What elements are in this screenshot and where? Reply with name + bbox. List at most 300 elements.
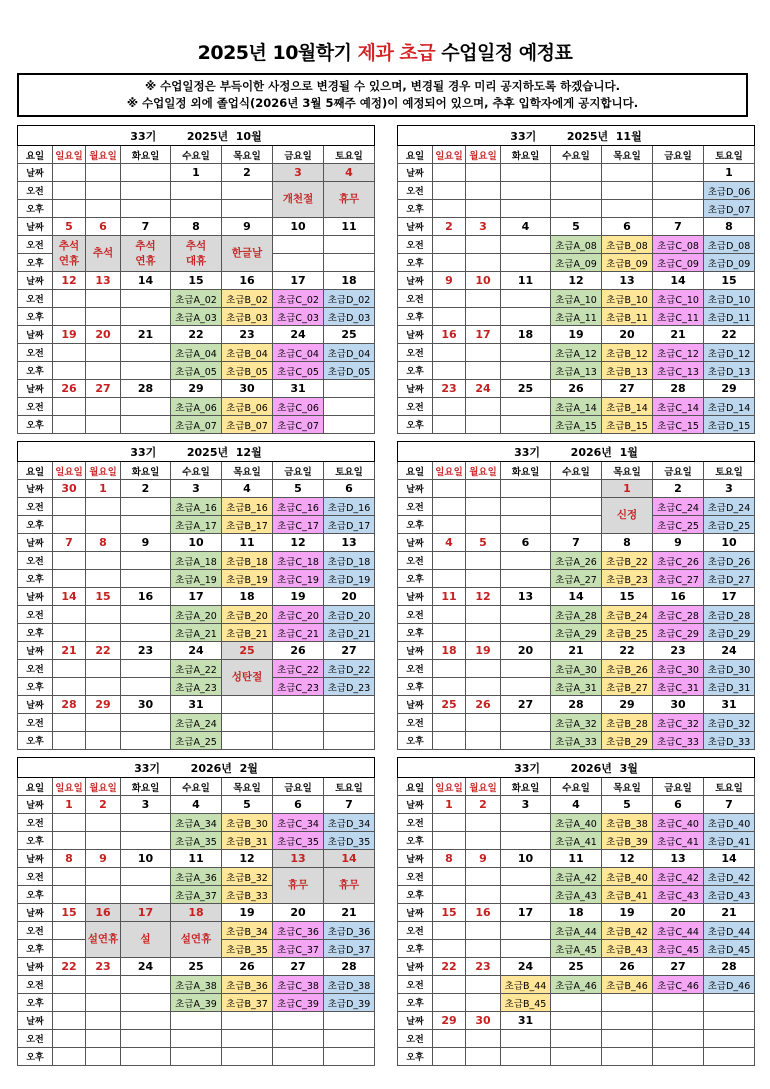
class-session: 초급D_03: [324, 308, 375, 326]
date-cell: 10: [171, 534, 222, 552]
date-cell: 19: [222, 904, 273, 922]
class-session: [466, 516, 501, 534]
date-cell: 13: [273, 850, 324, 868]
class-session: [53, 660, 86, 678]
class-session: 초급B_20: [222, 606, 273, 624]
row-label-pm: 오후: [18, 886, 53, 904]
date-cell: 25: [222, 642, 273, 660]
date-cell: 2: [121, 480, 171, 498]
class-session: [653, 1048, 704, 1066]
class-session: 초급A_40: [551, 814, 602, 832]
date-cell: 23: [653, 642, 704, 660]
class-session: [86, 416, 121, 434]
class-session: [466, 678, 501, 696]
weekday-header: 일요일: [433, 146, 466, 164]
class-session: 초급A_26: [551, 552, 602, 570]
class-session: [222, 1048, 273, 1066]
class-session: 초급D_18: [324, 552, 375, 570]
row-label-date: 날짜: [18, 696, 53, 714]
row-label-date: 날짜: [398, 534, 433, 552]
weekday-header: 요일: [398, 146, 433, 164]
class-session: [121, 886, 171, 904]
class-session: 초급D_04: [324, 344, 375, 362]
class-session: [466, 714, 501, 732]
date-cell: [551, 164, 602, 182]
row-label-am: 오전: [398, 814, 433, 832]
date-cell: 18: [433, 642, 466, 660]
row-label-am: 오전: [18, 498, 53, 516]
class-session: [501, 498, 551, 516]
row-label-pm: 오후: [18, 832, 53, 850]
row-label-pm: 오후: [398, 832, 433, 850]
class-session: 초급A_25: [171, 732, 222, 750]
class-session: [501, 552, 551, 570]
class-session: [501, 308, 551, 326]
date-cell: [466, 164, 501, 182]
class-session: 초급D_39: [324, 994, 375, 1012]
weekday-header: 화요일: [501, 146, 551, 164]
date-cell: 7: [653, 218, 704, 236]
class-session: [551, 1030, 602, 1048]
date-cell: 7: [551, 534, 602, 552]
class-session: 초급A_35: [171, 832, 222, 850]
class-session: [222, 732, 273, 750]
date-cell: 24: [466, 380, 501, 398]
class-session: 초급D_38: [324, 976, 375, 994]
class-session: 초급A_34: [171, 814, 222, 832]
weekday-header: 일요일: [53, 462, 86, 480]
weekday-header: 월요일: [86, 146, 121, 164]
date-cell: [501, 480, 551, 498]
row-label-date: 날짜: [398, 164, 433, 182]
class-session: 초급A_17: [171, 516, 222, 534]
row-label-pm: 오후: [398, 416, 433, 434]
class-session: [466, 552, 501, 570]
class-session: [466, 200, 501, 218]
class-session: [121, 714, 171, 732]
date-cell: 5: [222, 796, 273, 814]
date-cell: 11: [324, 218, 375, 236]
class-session: 초급C_43: [653, 886, 704, 904]
date-cell: 26: [273, 642, 324, 660]
row-label-pm: 오후: [18, 516, 53, 534]
class-session: [121, 814, 171, 832]
class-session: 초급B_19: [222, 570, 273, 588]
row-label-date: 날짜: [398, 958, 433, 976]
row-label-date: 날짜: [18, 218, 53, 236]
weekday-header: 금요일: [653, 778, 704, 796]
row-label-am: 오전: [18, 398, 53, 416]
weekday-header: 수요일: [551, 778, 602, 796]
class-session: [86, 868, 121, 886]
class-session: [273, 1048, 324, 1066]
date-cell: 4: [551, 796, 602, 814]
class-session: [53, 886, 86, 904]
class-session: [501, 940, 551, 958]
row-label-am: 오전: [398, 552, 433, 570]
date-cell: 30: [653, 696, 704, 714]
date-cell: 12: [551, 272, 602, 290]
class-session: [466, 832, 501, 850]
row-label-am: 오전: [398, 976, 433, 994]
row-label-date: 날짜: [398, 326, 433, 344]
row-label-pm: 오후: [398, 308, 433, 326]
date-cell: 29: [602, 696, 653, 714]
class-session: [466, 814, 501, 832]
date-cell: 15: [53, 904, 86, 922]
row-label-am: 오전: [18, 1030, 53, 1048]
class-session: [121, 832, 171, 850]
class-session: 초급C_27: [653, 570, 704, 588]
class-session: 초급D_20: [324, 606, 375, 624]
class-session: [53, 606, 86, 624]
weekday-header: 금요일: [273, 146, 324, 164]
class-session: [602, 182, 653, 200]
class-session: 초급D_16: [324, 498, 375, 516]
class-session: 초급C_15: [653, 416, 704, 434]
date-cell: 1: [704, 164, 755, 182]
class-session: [324, 254, 375, 272]
class-session: [466, 308, 501, 326]
holiday-cell: 성탄절: [222, 660, 273, 696]
holiday-cell: 설연휴: [86, 922, 121, 958]
month-header: 33기 2026년 2월: [18, 758, 375, 778]
class-session: [466, 624, 501, 642]
class-session: 초급C_02: [273, 290, 324, 308]
date-cell: 16: [433, 326, 466, 344]
date-cell: 23: [222, 326, 273, 344]
class-session: [466, 398, 501, 416]
class-session: 초급A_38: [171, 976, 222, 994]
class-session: [86, 660, 121, 678]
weekday-header: 목요일: [602, 778, 653, 796]
class-session: [121, 398, 171, 416]
class-session: 초급D_46: [704, 976, 755, 994]
class-session: [121, 624, 171, 642]
date-cell: 19: [466, 642, 501, 660]
class-session: [433, 994, 466, 1012]
class-session: [53, 678, 86, 696]
row-label-pm: 오후: [18, 362, 53, 380]
date-cell: [222, 1012, 273, 1030]
date-cell: 14: [551, 588, 602, 606]
date-cell: 19: [551, 326, 602, 344]
class-session: [433, 236, 466, 254]
date-cell: 31: [704, 696, 755, 714]
row-label-pm: 오후: [398, 1048, 433, 1066]
class-session: 초급C_16: [273, 498, 324, 516]
class-session: [466, 290, 501, 308]
class-session: 초급D_15: [704, 416, 755, 434]
date-cell: 24: [704, 642, 755, 660]
date-cell: 17: [704, 588, 755, 606]
class-session: [86, 732, 121, 750]
date-cell: 25: [171, 958, 222, 976]
row-label-pm: 오후: [398, 362, 433, 380]
class-session: [86, 398, 121, 416]
class-session: 초급A_12: [551, 344, 602, 362]
date-cell: 3: [704, 480, 755, 498]
class-session: 초급A_32: [551, 714, 602, 732]
class-session: [53, 714, 86, 732]
class-session: [466, 868, 501, 886]
row-label-am: 오전: [398, 398, 433, 416]
class-session: [466, 1030, 501, 1048]
date-cell: 22: [704, 326, 755, 344]
date-cell: 24: [121, 958, 171, 976]
class-session: [86, 606, 121, 624]
class-session: [466, 732, 501, 750]
date-cell: [501, 164, 551, 182]
class-session: [86, 200, 121, 218]
date-cell: 15: [86, 588, 121, 606]
date-cell: 19: [602, 904, 653, 922]
date-cell: 11: [551, 850, 602, 868]
class-session: [433, 290, 466, 308]
class-session: 초급B_44: [501, 976, 551, 994]
date-cell: 17: [501, 904, 551, 922]
date-cell: [433, 164, 466, 182]
class-session: 초급C_19: [273, 570, 324, 588]
class-session: [501, 868, 551, 886]
class-session: 초급A_37: [171, 886, 222, 904]
date-cell: 12: [222, 850, 273, 868]
row-label-am: 오전: [398, 344, 433, 362]
row-label-date: 날짜: [18, 380, 53, 398]
row-label-am: 오전: [398, 1030, 433, 1048]
class-session: 초급A_02: [171, 290, 222, 308]
class-session: [53, 922, 86, 940]
class-session: [171, 1048, 222, 1066]
class-session: [53, 624, 86, 642]
class-session: [222, 1030, 273, 1048]
date-cell: [433, 480, 466, 498]
class-session: [466, 344, 501, 362]
class-session: [53, 1030, 86, 1048]
row-label-am: 오전: [18, 868, 53, 886]
class-session: [501, 732, 551, 750]
date-cell: 28: [653, 380, 704, 398]
class-session: [121, 344, 171, 362]
month-calendar-3: [397, 441, 755, 750]
class-session: [433, 254, 466, 272]
date-cell: 10: [501, 850, 551, 868]
date-cell: 9: [222, 218, 273, 236]
class-session: [86, 308, 121, 326]
class-session: [501, 606, 551, 624]
class-session: 초급C_40: [653, 814, 704, 832]
date-cell: 21: [551, 642, 602, 660]
month-calendar-2: [17, 441, 375, 750]
date-cell: 12: [466, 588, 501, 606]
row-label-date: 날짜: [398, 696, 433, 714]
row-label-pm: 오후: [398, 732, 433, 750]
date-cell: 28: [53, 696, 86, 714]
row-label-date: 날짜: [18, 534, 53, 552]
date-cell: [324, 696, 375, 714]
class-session: [551, 182, 602, 200]
class-session: [121, 498, 171, 516]
date-cell: 6: [273, 796, 324, 814]
date-cell: 16: [121, 588, 171, 606]
date-cell: 6: [86, 218, 121, 236]
class-session: [602, 994, 653, 1012]
class-session: [121, 606, 171, 624]
class-session: 초급C_46: [653, 976, 704, 994]
date-cell: 18: [324, 272, 375, 290]
class-session: 초급D_29: [704, 624, 755, 642]
date-cell: 7: [53, 534, 86, 552]
row-label-date: 날짜: [18, 164, 53, 182]
class-session: 초급C_11: [653, 308, 704, 326]
class-session: 초급A_15: [551, 416, 602, 434]
weekday-header: 월요일: [466, 462, 501, 480]
date-cell: 11: [433, 588, 466, 606]
date-cell: 7: [324, 796, 375, 814]
class-session: [433, 732, 466, 750]
class-session: [466, 362, 501, 380]
date-cell: 27: [653, 958, 704, 976]
class-session: [324, 398, 375, 416]
class-session: 초급A_19: [171, 570, 222, 588]
date-cell: 17: [121, 904, 171, 922]
class-session: 초급C_14: [653, 398, 704, 416]
class-session: [653, 1030, 704, 1048]
class-session: [86, 994, 121, 1012]
date-cell: 8: [53, 850, 86, 868]
class-session: [501, 1030, 551, 1048]
class-session: [433, 416, 466, 434]
class-session: 초급D_17: [324, 516, 375, 534]
row-label-am: 오전: [18, 552, 53, 570]
class-session: 초급A_13: [551, 362, 602, 380]
row-label-date: 날짜: [398, 850, 433, 868]
class-session: [501, 362, 551, 380]
row-label-am: 오전: [398, 498, 433, 516]
class-session: 초급B_18: [222, 552, 273, 570]
date-cell: 25: [324, 326, 375, 344]
class-session: 초급D_26: [704, 552, 755, 570]
date-cell: 16: [222, 272, 273, 290]
date-cell: 18: [171, 904, 222, 922]
row-label-am: 오전: [18, 922, 53, 940]
class-session: 초급B_05: [222, 362, 273, 380]
date-cell: 25: [433, 696, 466, 714]
date-cell: 20: [324, 588, 375, 606]
class-session: 초급B_46: [602, 976, 653, 994]
class-session: [466, 922, 501, 940]
class-session: [501, 832, 551, 850]
class-session: 초급B_36: [222, 976, 273, 994]
month-header: 33기 2025년 12월: [18, 442, 375, 462]
class-session: [466, 498, 501, 516]
date-cell: [86, 1012, 121, 1030]
class-session: [86, 1048, 121, 1066]
class-session: [433, 362, 466, 380]
class-session: [466, 940, 501, 958]
class-session: 초급B_41: [602, 886, 653, 904]
class-session: 초급A_05: [171, 362, 222, 380]
date-cell: 20: [653, 904, 704, 922]
date-cell: 22: [86, 642, 121, 660]
weekday-header: 목요일: [222, 778, 273, 796]
date-cell: 31: [501, 1012, 551, 1030]
class-session: 초급B_09: [602, 254, 653, 272]
row-label-date: 날짜: [18, 642, 53, 660]
holiday-cell: 한글날: [222, 236, 273, 272]
class-session: 초급C_21: [273, 624, 324, 642]
class-session: 초급B_25: [602, 624, 653, 642]
weekday-header: 토요일: [704, 146, 755, 164]
class-session: 초급A_07: [171, 416, 222, 434]
date-cell: 24: [501, 958, 551, 976]
date-cell: 8: [433, 850, 466, 868]
date-cell: 5: [466, 534, 501, 552]
class-session: [86, 976, 121, 994]
class-session: 초급C_39: [273, 994, 324, 1012]
date-cell: 13: [324, 534, 375, 552]
weekday-header: 금요일: [273, 462, 324, 480]
date-cell: [53, 164, 86, 182]
class-session: [273, 1030, 324, 1048]
class-session: 초급C_45: [653, 940, 704, 958]
class-session: 초급C_07: [273, 416, 324, 434]
row-label-date: 날짜: [398, 796, 433, 814]
class-session: 초급D_35: [324, 832, 375, 850]
class-session: [466, 416, 501, 434]
class-session: [433, 1048, 466, 1066]
row-label-am: 오전: [18, 976, 53, 994]
class-session: [433, 1030, 466, 1048]
class-session: [466, 886, 501, 904]
month-header: 33기 2026년 3월: [398, 758, 755, 778]
class-session: [324, 732, 375, 750]
date-cell: 17: [466, 326, 501, 344]
weekday-header: 일요일: [53, 778, 86, 796]
class-session: [501, 416, 551, 434]
class-session: [466, 570, 501, 588]
date-cell: 27: [86, 380, 121, 398]
class-session: [53, 498, 86, 516]
class-session: 초급C_06: [273, 398, 324, 416]
date-cell: 16: [653, 588, 704, 606]
row-label-am: 오전: [18, 290, 53, 308]
date-cell: 30: [466, 1012, 501, 1030]
class-session: [86, 814, 121, 832]
row-label-pm: 오후: [18, 1048, 53, 1066]
row-label-date: 날짜: [18, 272, 53, 290]
date-cell: 9: [86, 850, 121, 868]
class-session: 초급C_20: [273, 606, 324, 624]
class-session: 초급B_24: [602, 606, 653, 624]
class-session: 초급B_16: [222, 498, 273, 516]
class-session: 초급A_45: [551, 940, 602, 958]
date-cell: 30: [121, 696, 171, 714]
class-session: [501, 254, 551, 272]
date-cell: 14: [324, 850, 375, 868]
date-cell: 27: [602, 380, 653, 398]
weekday-header: 화요일: [121, 146, 171, 164]
date-cell: 23: [121, 642, 171, 660]
class-session: [602, 1030, 653, 1048]
date-cell: 31: [171, 696, 222, 714]
class-session: 초급B_10: [602, 290, 653, 308]
date-cell: 10: [704, 534, 755, 552]
class-session: 초급A_06: [171, 398, 222, 416]
row-label-date: 날짜: [398, 380, 433, 398]
weekday-header: 월요일: [466, 778, 501, 796]
date-cell: [653, 1012, 704, 1030]
